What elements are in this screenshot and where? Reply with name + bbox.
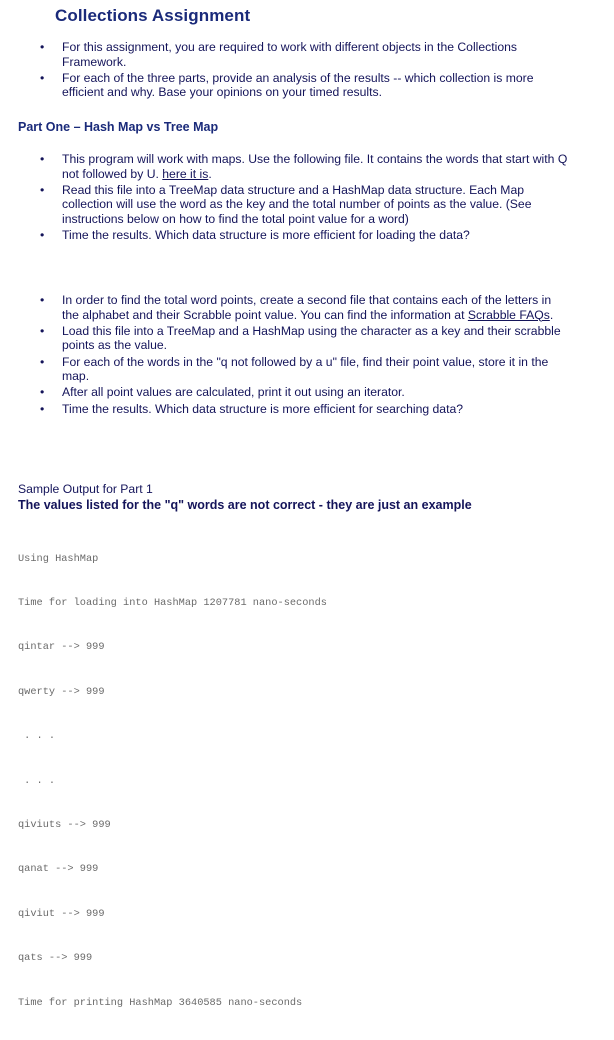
bullet-text: For each of the words in the "q not followed by a u" file, find their point value, store it in the map. — [62, 354, 549, 384]
code-line: Time for printing HashMap 3640585 nano-seconds — [18, 996, 303, 1009]
list-item — [40, 228, 570, 243]
list-item — [40, 324, 570, 353]
list-item — [40, 293, 570, 322]
code-line: qiviut --> 999 — [18, 907, 105, 920]
list-item — [40, 152, 570, 181]
code-line: Using HashMap — [18, 552, 99, 565]
list-item — [40, 402, 570, 417]
sample-output-note: The values listed for the "q" words are not correct - they are just an example — [18, 498, 472, 512]
code-line: qats --> 999 — [18, 952, 93, 965]
sample-output-code — [18, 522, 327, 1040]
bullet-text-end: . — [549, 307, 554, 322]
intro-text-1: For this assignment, you are required to work with different objects in the Collections Framework. — [62, 40, 517, 69]
bullet-icon: • — [40, 293, 45, 307]
bullet-text: After all point values are calculated, print it out using an iterator. — [62, 385, 405, 400]
section-heading-part-one: Part One – Hash Map vs Tree Map — [18, 120, 219, 134]
here-it-is-link[interactable]: here it is — [162, 166, 209, 181]
code-line: . . . — [18, 774, 56, 787]
part-one-list-loading — [40, 152, 570, 244]
bullet-icon: • — [40, 40, 45, 54]
bullet-text: This program will work with maps. Use the following file. It contains the words that start with Q not followed by U. — [62, 152, 568, 181]
intro-text-2: For each of the three parts, provide an analysis of the results -- which collection is more efficient and why. Base your opinions on your timed results. — [62, 70, 534, 100]
page-title: Collections Assignment — [55, 6, 251, 25]
bullet-icon: • — [40, 152, 45, 166]
sample-output-title: Sample Output for Part 1 — [18, 482, 153, 496]
bullet-icon: • — [40, 228, 45, 243]
code-line: qwerty --> 999 — [18, 685, 105, 698]
code-line: . . . — [18, 730, 56, 743]
bullet-text: Read this file into a TreeMap data structure and a HashMap data structure. Each Map collection will use the word as the key and the total number of points as the value. (See instructions below on how to find the total point value for a word) — [62, 182, 532, 226]
bullet-text: Time the results. Which data structure is more efficient for searching data? — [62, 401, 464, 416]
code-line: qiviuts --> 999 — [18, 818, 111, 831]
code-line: qanat --> 999 — [18, 863, 99, 876]
bullet-icon: • — [40, 323, 45, 338]
bullet-icon: • — [40, 70, 45, 85]
bullet-icon: • — [40, 354, 45, 369]
list-item — [40, 385, 570, 400]
bullet-icon: • — [40, 182, 45, 197]
bullet-icon: • — [40, 385, 45, 400]
list-item — [40, 71, 570, 100]
scrabble-faqs-link[interactable]: Scrabble FAQs — [467, 307, 550, 322]
bullet-icon: • — [40, 401, 45, 416]
bullet-text: Time the results. Which data structure is more efficient for loading the data? — [62, 228, 470, 243]
bullet-text: In order to find the total word points, create a second file that contains each of the letters in the alphabet and their Scrabble point value. You can find the information at — [62, 293, 552, 322]
bullet-text: Load this file into a TreeMap and a HashMap using the character as a key and their scrabble points as the value. — [62, 323, 561, 353]
list-item — [40, 40, 570, 69]
intro-list — [40, 40, 570, 102]
code-line: qintar --> 999 — [18, 641, 105, 654]
list-item — [40, 355, 570, 384]
list-item — [40, 183, 570, 227]
bullet-text-end: . — [208, 166, 212, 181]
part-one-list-points — [40, 293, 570, 418]
code-line: Time for loading into HashMap 1207781 nano-seconds — [18, 596, 327, 609]
